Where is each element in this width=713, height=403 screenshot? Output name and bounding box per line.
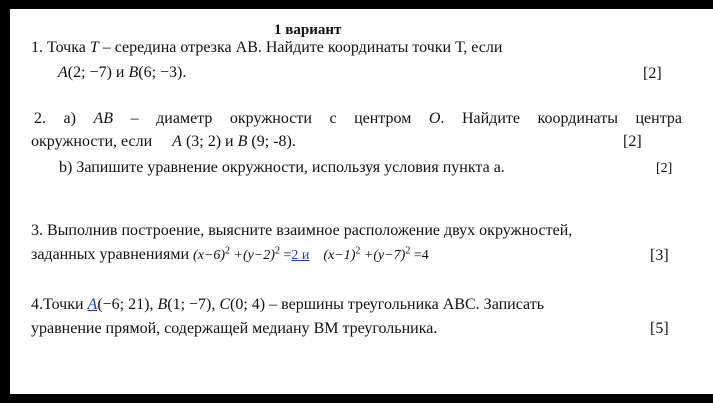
task1-prefix: 1. Точка [31, 39, 90, 56]
task1-line1 [31, 39, 502, 57]
eq2-exp2: 2 [405, 245, 411, 257]
task2-line2 [31, 133, 296, 151]
equation-1 [193, 245, 310, 263]
task2-center-o: O [428, 110, 441, 127]
eq1-term2: +(y−2) [230, 248, 275, 263]
task4-line1 [31, 296, 544, 314]
task2-line1 [34, 110, 682, 128]
task1-score: [2] [643, 65, 662, 82]
task1-a-coords: (2; −7) [67, 64, 112, 81]
eq2-term2: +(y−7) [360, 248, 406, 263]
task3-prefix: заданных уравнениями [31, 246, 194, 263]
task2-point-a: A [172, 133, 182, 150]
task3-line2 [31, 246, 429, 265]
task4-score: [5] [650, 320, 669, 337]
task1-line2 [58, 64, 186, 82]
task3-score: [3] [650, 247, 669, 264]
task4-point-b: B [157, 296, 168, 313]
task4-prefix: 4.Точки [31, 296, 88, 313]
task2a-score: [2] [623, 133, 642, 150]
task2-point-b: B [237, 133, 248, 150]
task2-rest: . Найдите координаты центра [440, 110, 683, 127]
variant-title: 1 вариант [274, 22, 342, 38]
task1-point-a: A [58, 64, 68, 81]
worksheet [10, 9, 713, 394]
task4-a-coords: (−6; 21), [97, 296, 158, 313]
eq1-term1: (x−6) [193, 248, 226, 263]
task2-line3: b) Запишите уравнение окружности, используя условия пункта a. [59, 159, 505, 176]
equation-2 [323, 245, 429, 263]
task1-point-b: B [128, 64, 139, 81]
task3-line1: 3. Выполнив построение, выясните взаимное расположение двух окружностей, [31, 222, 573, 239]
task1-b-coords: (6; −3). [138, 64, 187, 81]
task1-point-t: T [89, 39, 99, 56]
task4-rest: – вершины треугольника АВС. Записать [265, 296, 544, 313]
task4-line2: уравнение прямой, содержащей медиану ВМ треугольника. [31, 320, 438, 337]
task4-point-c: C [219, 296, 231, 313]
task1-text: – середина отрезка АВ. Найдите координаты точки Т, если [98, 39, 503, 56]
eq1-equals: = [279, 248, 292, 263]
task2-line2-prefix: окружности, если [31, 133, 173, 150]
bottom-border [0, 394, 713, 403]
task2-mid: – диаметр окружности с центром [113, 110, 429, 127]
eq2-exp1: 2 [355, 245, 361, 257]
eq2-equals: =4 [410, 248, 429, 263]
task2-num: 2. a) [34, 110, 94, 127]
task4-point-a: A [87, 296, 98, 313]
corner-mark-icon: ┴ [21, 389, 27, 398]
task2b-score: [2] [656, 161, 673, 176]
task2-b-coords: (9; -8). [247, 133, 296, 150]
eq1-radius-and: 2 и [291, 248, 310, 263]
eq1-exp2: 2 [274, 245, 280, 257]
task4-c-coords: (0; 4) [230, 296, 266, 313]
eq1-exp1: 2 [225, 245, 231, 257]
task2-a-coords: (3; 2) и [181, 133, 238, 150]
eq2-term1: (x−1) [323, 248, 356, 263]
task4-b-coords: (1; −7), [167, 296, 220, 313]
task2-diameter-ab: AB [93, 110, 114, 127]
task1-and: и [111, 64, 129, 81]
